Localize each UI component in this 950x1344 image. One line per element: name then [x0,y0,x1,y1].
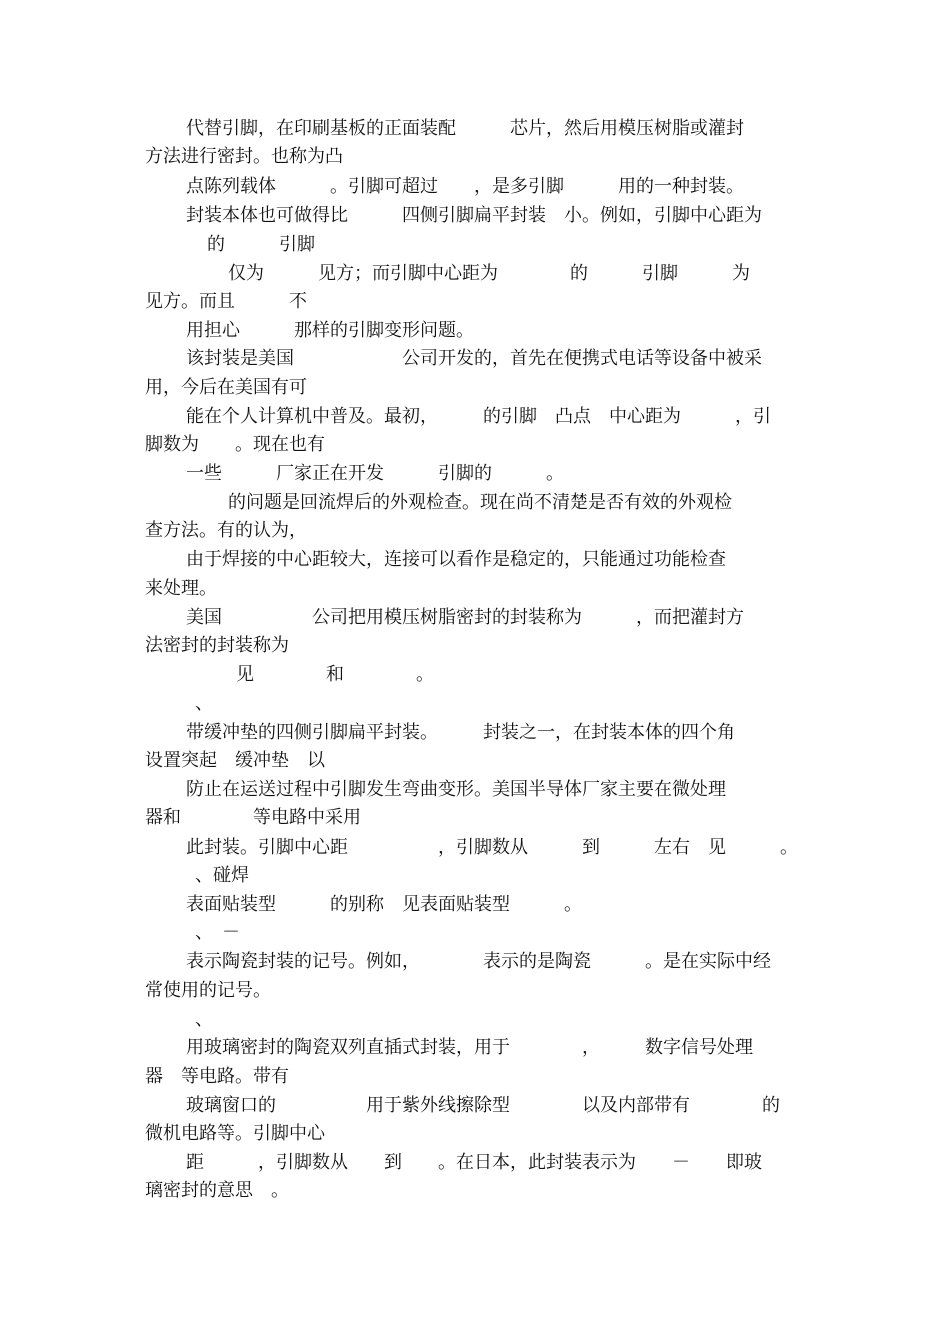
text-line: 该封装是美国 公司开发的，首先在便携式电话等设备中被采 [186,348,762,369]
text-line: 、 － [195,922,240,943]
text-line: 常使用的记号。 [145,980,271,1001]
text-line: 的 引脚 [207,234,315,255]
text-line: 用玻璃密封的陶瓷双列直插式封装，用于 ， 数字信号处理 [186,1037,753,1058]
text-line: 法密封的封装称为 [145,635,289,656]
text-line: 用担心 那样的引脚变形问题。 [186,320,474,341]
text-line: 表示陶瓷封装的记号。例如， 表示的是陶瓷 。是在实际中经 [186,951,771,972]
text-line: 微机电路等。引脚中心 [145,1123,325,1144]
text-line: 器 等电路。带有 [145,1066,289,1087]
text-line: 设置突起 缓冲垫 以 [145,750,325,771]
text-line: 、 [195,1009,213,1030]
text-line: 防止在运送过程中引脚发生弯曲变形。美国半导体厂家主要在微处理 [186,779,726,800]
text-line: 、碰焊 [195,865,249,886]
text-line: 璃密封的意思 。 [145,1180,289,1201]
text-line: 美国 公司把用模压树脂密封的封装称为 ，而把灌封方 [186,607,744,628]
text-line: 点陈列载体 。引脚可超过 ，是多引脚 用的一种封装。 [186,176,744,197]
text-line: 来处理。 [145,578,217,599]
text-line: 距 ，引脚数从 到 。在日本，此封装表示为 － 即玻 [186,1152,762,1173]
text-line: 此封装。引脚中心距 ，引脚数从 到 左右 见 。 [186,837,798,858]
text-line: 带缓冲垫的四侧引脚扁平封装。 封装之一，在封装本体的四个角 [186,722,735,743]
text-line: 见方。而且 不 [145,291,307,312]
text-line: 由于焊接的中心距较大，连接可以看作是稳定的，只能通过功能检查 [186,549,726,570]
text-line: 器和 等电路中采用 [145,807,361,828]
text-line: 方法进行密封。也称为凸 [145,146,343,167]
text-line: 、 [195,693,213,714]
text-line: 代替引脚，在印刷基板的正面装配 芯片，然后用模压树脂或灌封 [186,118,744,139]
text-line: 见 和 。 [236,664,434,685]
text-line: 查方法。有的认为， [145,520,307,541]
text-line: 封装本体也可做得比 四侧引脚扁平封装 小。例如，引脚中心距为 [186,205,762,226]
text-line: 玻璃窗口的 用于紫外线擦除型 以及内部带有 的 [186,1095,780,1116]
text-line: 表面贴装型 的别称 见表面贴装型 。 [186,894,582,915]
text-line: 脚数为 。现在也有 [145,434,325,455]
text-line: 仅为 见方；而引脚中心距为 的 引脚 为 [228,263,750,284]
text-line: 能在个人计算机中普及。最初， 的引脚 凸点 中心距为 ，引 [186,406,771,427]
text-line: 的问题是回流焊后的外观检查。现在尚不清楚是否有效的外观检 [228,492,732,513]
text-line: 一些 厂家正在开发 引脚的 。 [186,463,564,484]
text-line: 用，今后在美国有可 [145,377,307,398]
